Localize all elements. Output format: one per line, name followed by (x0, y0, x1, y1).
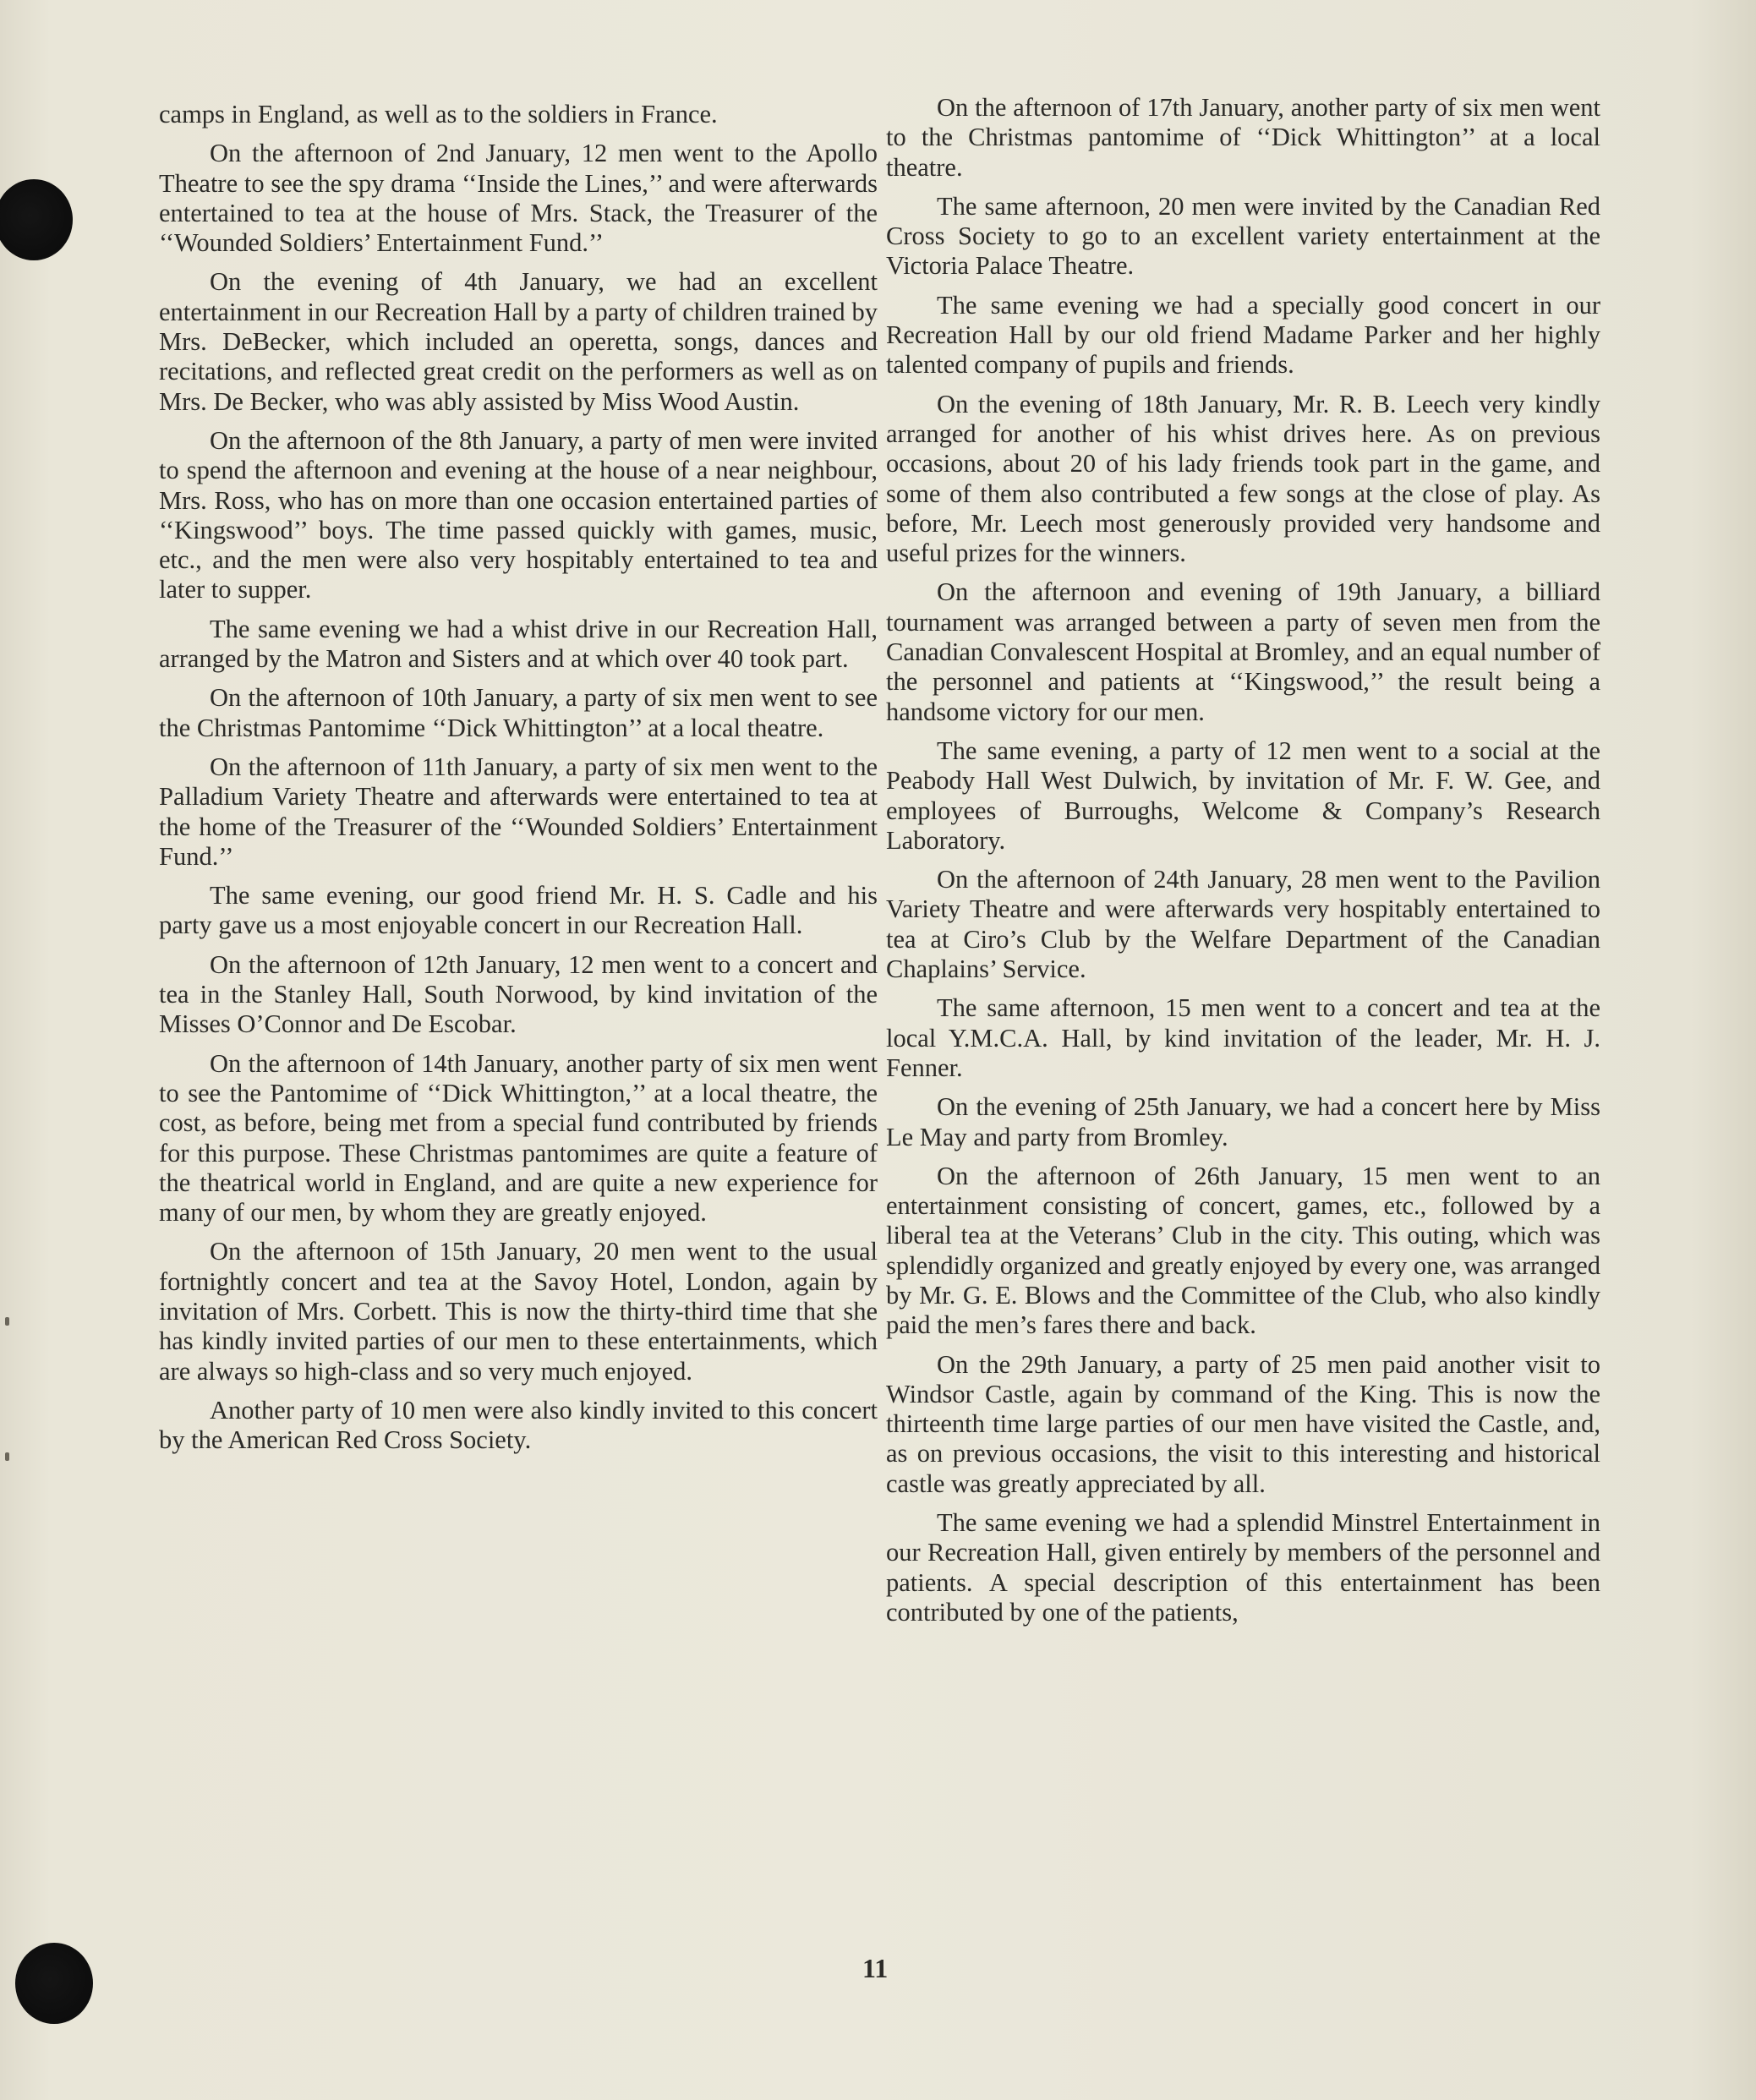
paragraph: On the afternoon of 11th January, a party of six men went to the Palladium Variety Theatre and afterwards were entertained to tea at the home of the Treasurer of the ‘‘Wounded Soldiers’ Entertainment Fund.’’ (159, 752, 878, 871)
paragraph: The same evening we had a specially good concert in our Recreation Hall by our old friend Madame Parker and her highly talented company of pupils and friends. (886, 290, 1600, 380)
paragraph: The same afternoon, 15 men went to a concert and tea at the local Y.M.C.A. Hall, by kind invitation of the leader, Mr. H. J. Fenner. (886, 993, 1600, 1082)
paragraph: On the 29th January, a party of 25 men paid another visit to Windsor Castle, again by command of the King. This is now the thirteenth time large parties of our men have visited the Castle, and, as on previous occasions, the visit to this interesting and historical castle was greatly appreciated by all. (886, 1349, 1600, 1498)
paragraph: On the afternoon of 14th January, another party of six men went to see the Pantomime of ‘‘Dick Whittington,’’ at a local theatre, the cost, as before, being met from a special fund contributed by friends for this purpose. These Christmas pantomimes are quite a feature of the theatrical world in England, and are quite a new experience for many of our men, by whom they are greatly enjoyed. (159, 1048, 878, 1228)
paragraph: The same evening we had a splendid Minstrel Entertainment in our Recreation Hall, given entirely by members of the personnel and patients. A special description of this entertainment has been contributed by one of the patients, (886, 1508, 1600, 1627)
paragraph: On the afternoon of 15th January, 20 men went to the usual fortnightly concert and tea at the Savoy Hotel, London, again by invitation of Mrs. Corbett. This is now the thirty-third time that she has kindly invited parties of our men to these entertainments, which are always so high-class and so very much enjoyed. (159, 1237, 878, 1386)
paragraph: The same evening, our good friend Mr. H. S. Cadle and his party gave us a most enjoyable concert in our Recreation Hall. (159, 881, 878, 940)
paragraph: camps in England, as well as to the soldiers in France. (159, 100, 718, 129)
paragraph: On the afternoon of 17th January, another party of six men went to the Christmas pantomime of ‘‘Dick Whittington’’ at a local theatre. (886, 93, 1600, 182)
paragraph: On the afternoon and evening of 19th January, a billiard tournament was arranged between a party of seven men from the Canadian Convalescent Hospital at Bromley, and an equal number of the personnel and patients at ‘‘Kingswood,’’ the result being a handsome victory for our men. (886, 577, 1600, 726)
paragraph: On the afternoon of 26th January, 15 men went to an entertainment consisting of concert, games, etc., followed by a liberal tea at the Veterans’ Club in the city. This outing, which was splendidly organized and greatly enjoyed by every one, was arranged by Mr. G. E. Blows and the Committee of the Club, who also kindly paid the men’s fares there and back. (886, 1161, 1600, 1340)
paragraph: The same afternoon, 20 men were invited by the Canadian Red Cross Society to go to an excellent variety entertainment at the Victoria Palace Theatre. (886, 191, 1600, 281)
paper-speck (5, 1317, 9, 1326)
paragraph: On the afternoon of 10th January, a party of six men went to see the Christmas Pantomime ‘‘Dick Whittington’’ at a local theatre. (159, 683, 878, 742)
paragraph: The same evening, a party of 12 men went to a social at the Peabody Hall West Dulwich, by invitation of Mr. F. W. Gee, and employees of Burroughs, Welcome & Company’s Research Laboratory. (886, 736, 1600, 855)
paragraph: On the afternoon of 2nd January, 12 men went to the Apollo Theatre to see the spy drama ‘‘Inside the Lines,’’ and were afterwards entertained to tea at the house of Mrs. Stack, the Treasurer of the ‘‘Wounded Soldiers’ Entertainment Fund.’’ (159, 139, 878, 258)
paragraph: On the evening of 18th January, Mr. R. B. Leech very kindly arranged for another of his whist drives here. As on previous occasions, about 20 of his lady friends took part in the game, and some of them also contributed a few songs at the close of play. As before, Mr. Leech most generously provided very handsome and useful prizes for the winners. (886, 389, 1600, 568)
paragraph: On the evening of 4th January, we had an excellent entertainment in our Recreation Hall by a party of children trained by Mrs. DeBecker, which included an operetta, songs, dances and recitations, and reflected great credit on the performers as well as on Mrs. De Becker, who was ably assisted by Miss Wood Austin. (159, 267, 878, 416)
binder-hole-top (0, 179, 73, 260)
page-number: 11 (862, 1953, 889, 1983)
paragraph: The same evening we had a whist drive in our Recreation Hall, arranged by the Matron and Sisters and at which over 40 took part. (159, 614, 878, 674)
paragraph: On the afternoon of 24th January, 28 men went to the Pavilion Variety Theatre and were afterwards very hospitably entertained to tea at Ciro’s Club by the Welfare Department of the Canadian Chaplains’ Service. (886, 865, 1600, 984)
paragraph: Another party of 10 men were also kindly invited to this concert by the American Red Cross Society. (159, 1395, 878, 1455)
left-column (159, 100, 878, 1464)
right-column (886, 93, 1600, 1637)
paragraph: On the afternoon of the 8th January, a party of men were invited to spend the afternoon and evening at the house of a near neighbour, Mrs. Ross, who has on more than one occasion entertained parties of ‘‘Kingswood’’ boys. The time passed quickly with games, music, etc., and the men were also very hospitably entertained to tea and later to supper. (159, 425, 878, 604)
binder-hole-bottom (15, 1943, 93, 2024)
paper-speck (5, 1452, 9, 1461)
paragraph: On the afternoon of 12th January, 12 men went to a concert and tea in the Stanley Hall, South Norwood, by kind invitation of the Misses O’Connor and De Escobar. (159, 949, 878, 1039)
paragraph: On the evening of 25th January, we had a concert here by Miss Le May and party from Bromley. (886, 1092, 1600, 1151)
